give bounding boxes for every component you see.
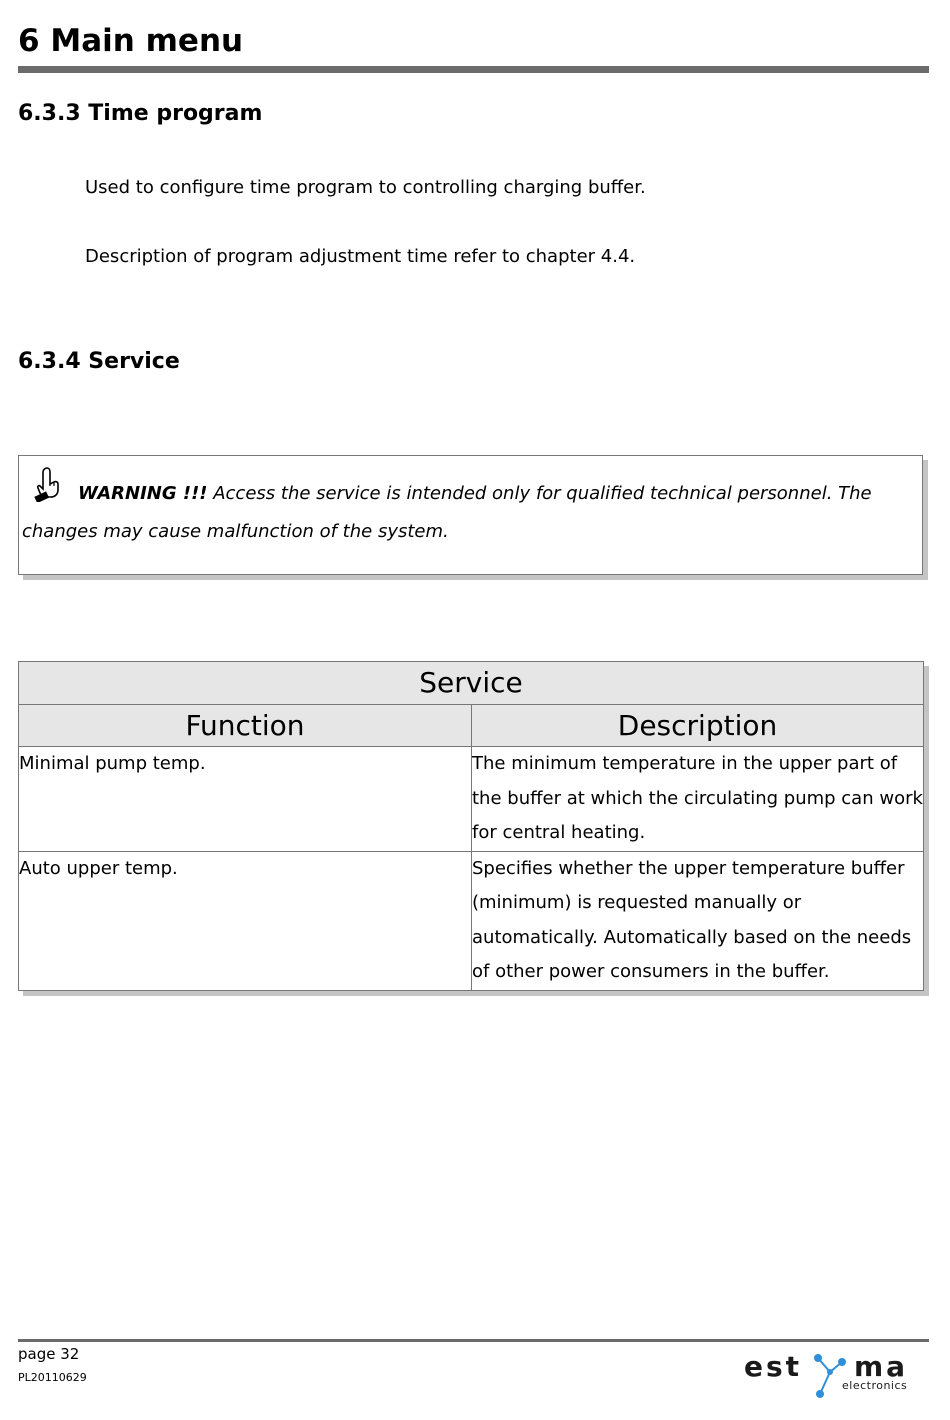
time-program-paragraph-2: Description of program adjustment time refer to chapter 4.4. xyxy=(85,246,636,267)
table-caption: Service xyxy=(19,662,924,705)
chapter-title: 6 Main menu xyxy=(18,23,244,59)
logo-text-right: ma xyxy=(854,1350,909,1383)
description-cell: The minimum temperature in the upper part of the buffer at which the circulating pump can work for central heating. xyxy=(472,747,924,852)
warning-message: Access the service is intended only for qualified technical personnel. The changes may cause malfunction of the system. xyxy=(22,483,872,542)
warning-box xyxy=(18,455,923,575)
table-row xyxy=(19,747,924,852)
service-heading: 6.3.4 Service xyxy=(18,349,180,374)
table-row xyxy=(19,851,924,990)
time-program-heading: 6.3.3 Time program xyxy=(18,101,263,126)
description-cell: Specifies whether the upper temperature buffer (minimum) is requested manually or automatically. Automatically based on the needs of other power consumers in the buffer. xyxy=(472,851,924,990)
warning-label: WARNING !!! xyxy=(78,483,208,504)
logo-molecule-icon xyxy=(802,1352,858,1400)
warning-text xyxy=(22,475,917,551)
footer-rule xyxy=(18,1339,929,1342)
function-cell: Minimal pump temp. xyxy=(19,747,472,852)
logo-subtitle: electronics xyxy=(842,1379,908,1392)
document-code: PL20110629 xyxy=(18,1371,87,1384)
column-header-function: Function xyxy=(19,705,472,747)
time-program-paragraph-1: Used to configure time program to controlling charging buffer. xyxy=(85,177,646,198)
header-rule xyxy=(18,66,929,73)
column-header-description: Description xyxy=(472,705,924,747)
logo-text-left: est xyxy=(744,1350,803,1383)
function-cell: Auto upper temp. xyxy=(19,851,472,990)
service-table xyxy=(18,661,924,991)
estyma-logo xyxy=(742,1352,930,1400)
page-number: page 32 xyxy=(18,1345,80,1363)
